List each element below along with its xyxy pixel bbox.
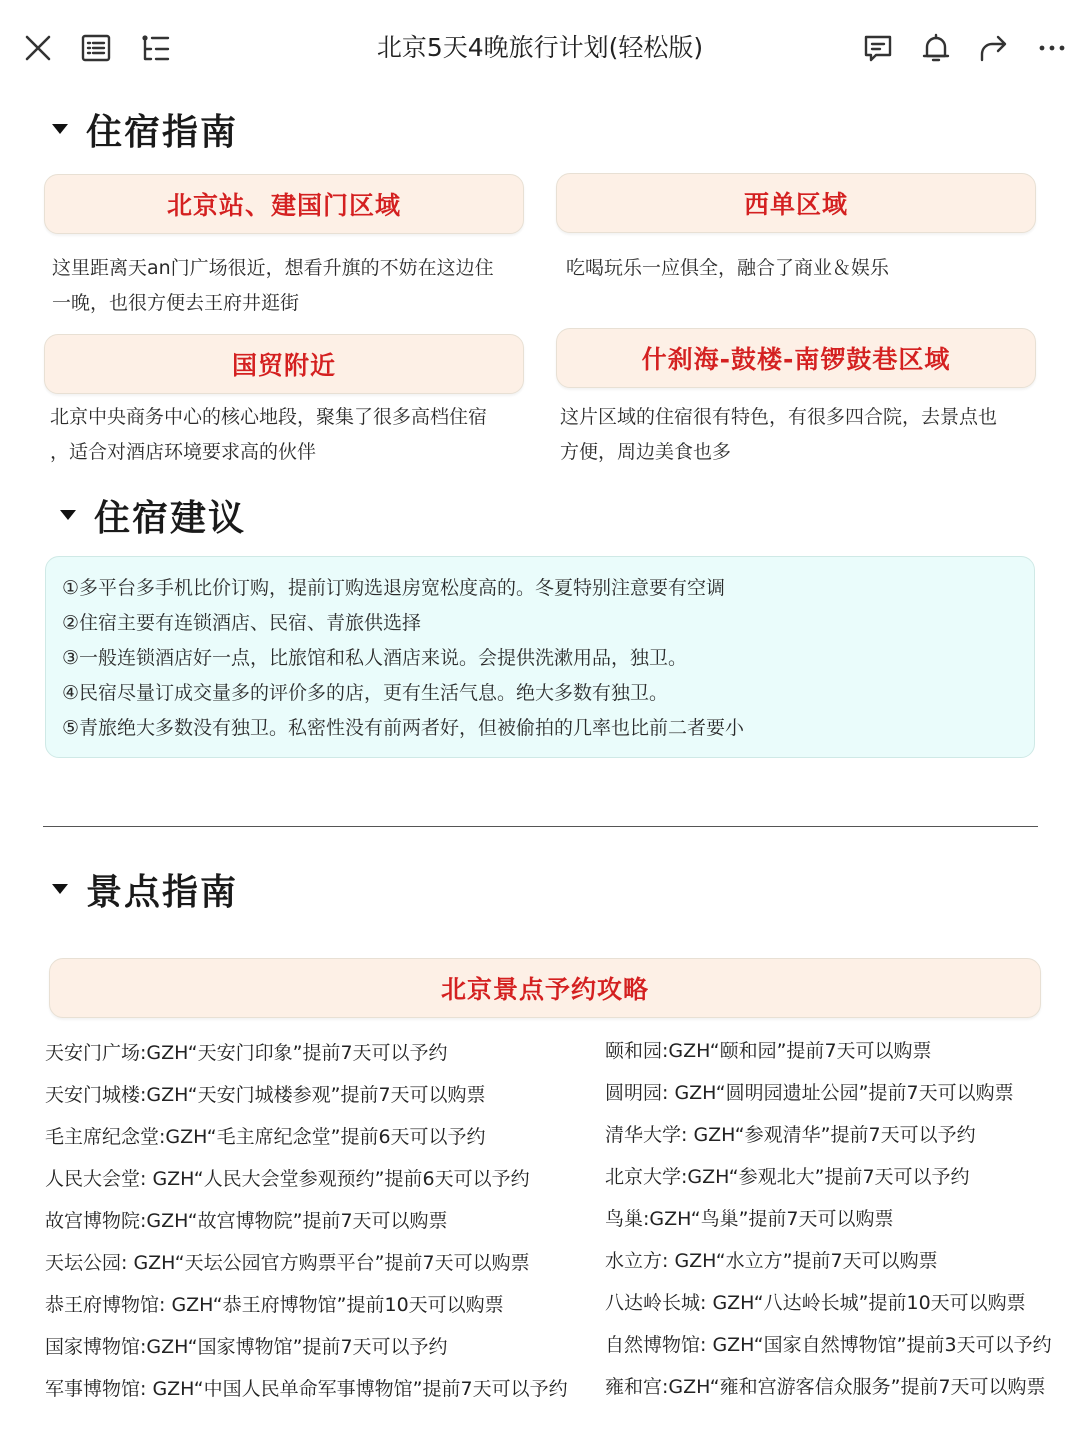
attraction-item: 圆明园: GZH“圆明园遗址公园”提前7天可以购票	[605, 1082, 1014, 1104]
attraction-item: 天坛公园: GZH“天坛公园官方购票平台”提前7天可以购票	[45, 1252, 530, 1274]
area-card-title: 西单区域	[556, 173, 1036, 233]
outline-icon[interactable]	[134, 28, 174, 68]
attraction-item: 恭王府博物馆: GZH“恭王府博物馆”提前10天可以购票	[45, 1294, 504, 1316]
advice-item: ⑤青旅绝大多数没有独卫。私密性没有前两者好，但被偷拍的几率也比前二者要小	[62, 717, 745, 739]
close-icon[interactable]	[18, 28, 58, 68]
collapse-toggle-icon[interactable]	[52, 884, 68, 894]
attraction-item: 军事博物馆: GZH“中国人民单命军事博物馆”提前7天可以予约	[45, 1378, 568, 1400]
area-card-title: 什刹海-鼓楼-南锣鼓巷区域	[556, 328, 1036, 388]
more-icon[interactable]	[1032, 28, 1072, 68]
section-title: 住宿建议	[94, 497, 247, 539]
top-bar	[0, 0, 1080, 96]
attraction-item: 水立方: GZH“水立方”提前7天可以购票	[605, 1250, 938, 1272]
section-lodging-guide	[52, 106, 238, 152]
section-title: 住宿指南	[86, 111, 239, 153]
collapse-toggle-icon[interactable]	[60, 510, 76, 520]
comment-icon[interactable]	[858, 28, 898, 68]
desc-line: 方便，周边美食也多	[560, 441, 732, 463]
section-attractions-guide	[52, 866, 238, 912]
attraction-item: 鸟巢:GZH“鸟巢”提前7天可以购票	[605, 1208, 894, 1230]
attraction-item: 颐和园:GZH“颐和园”提前7天可以购票	[605, 1040, 932, 1062]
desc-line: 一晚，也很方便去王府井逛街	[52, 292, 300, 314]
advice-item: ②住宿主要有连锁酒店、民宿、青旅供选择	[62, 612, 422, 634]
area-description	[50, 400, 487, 470]
attraction-item: 天安门城楼:GZH“天安门城楼参观”提前7天可以购票	[45, 1084, 486, 1106]
area-description	[566, 251, 889, 286]
attraction-item: 自然博物馆: GZH“国家自然博物馆”提前3天可以予约	[605, 1334, 1052, 1356]
desc-line: 吃喝玩乐一应俱全，融合了商业＆娱乐	[566, 257, 890, 279]
page-title: 北京5天4晚旅行计划(轻松版)	[376, 33, 704, 62]
list-icon[interactable]	[76, 28, 116, 68]
attraction-item: 清华大学: GZH“参观清华”提前7天可以予约	[605, 1124, 976, 1146]
advice-item: ①多平台多手机比价订购，提前订购选退房宽松度高的。冬夏特别注意要有空调	[62, 577, 726, 599]
desc-line: 这片区域的住宿很有特色，有很多四合院，去景点也	[560, 406, 998, 428]
advice-item: ③一般连锁酒店好一点，比旅馆和私人酒店来说。会提供洗漱用品，独卫。	[62, 647, 688, 669]
area-description	[52, 251, 494, 321]
desc-line: ，适合对酒店环境要求高的伙伴	[50, 441, 317, 463]
advice-item: ④民宿尽量订成交量多的评价多的店，更有生活气息。绝大多数有独卫。	[62, 682, 669, 704]
attraction-item: 雍和宫:GZH“雍和宫游客信众服务”提前7天可以购票	[605, 1376, 1046, 1398]
attraction-item: 人民大会堂: GZH“人民大会堂参观预约”提前6天可以予约	[45, 1168, 530, 1190]
collapse-toggle-icon[interactable]	[52, 124, 68, 134]
attraction-item: 国家博物馆:GZH“国家博物馆”提前7天可以予约	[45, 1336, 448, 1358]
divider	[43, 826, 1038, 827]
advice-box	[45, 556, 1035, 758]
desc-line: 北京中央商务中心的核心地段，聚集了很多高档住宿	[50, 406, 488, 428]
area-card-title: 北京站、建国门区域	[44, 174, 524, 234]
desc-line: 这里距离天an门广场很近，想看升旗的不妨在这边住	[52, 257, 494, 279]
attraction-item: 毛主席纪念堂:GZH“毛主席纪念堂”提前6天可以予约	[45, 1126, 486, 1148]
attraction-item: 北京大学:GZH“参观北大”提前7天可以予约	[605, 1166, 970, 1188]
section-title: 景点指南	[86, 871, 239, 913]
area-card-title: 国贸附近	[44, 334, 524, 394]
attractions-banner: 北京景点予约攻略	[49, 958, 1041, 1018]
attraction-item: 天安门广场:GZH“天安门印象”提前7天可以予约	[45, 1042, 448, 1064]
area-description	[560, 400, 997, 470]
bell-icon[interactable]	[916, 28, 956, 68]
attraction-item: 八达岭长城: GZH“八达岭长城”提前10天可以购票	[605, 1292, 1026, 1314]
attraction-item: 故宫博物院:GZH“故宫博物院”提前7天可以购票	[45, 1210, 448, 1232]
section-lodging-advice	[60, 492, 246, 538]
share-icon[interactable]	[974, 28, 1014, 68]
